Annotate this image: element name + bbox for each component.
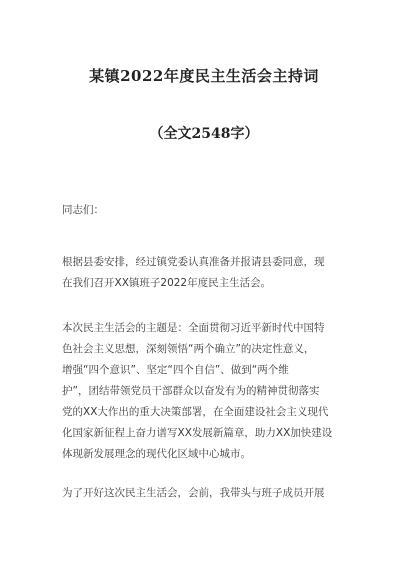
paragraph-line: 为了开好这次民主生活会，会前，我带头与班子成员开展 [62,487,325,499]
paragraph-1 [62,252,350,294]
paragraph-2 [62,318,350,465]
paragraph-3 [62,483,350,504]
paragraph-line: 增强“四个意识”、坚定“四个自信”、做到“两个维 [62,364,289,376]
paragraph-line: 体现新发展理念的现代化区域中心城市。 [62,448,251,460]
paragraph-line: 根据县委安排，经过镇党委认真准备并报请县委同意，现 [62,256,325,268]
paragraph-line: 党的XX大作出的重大决策部署，在全面建设社会主义现代 [62,406,329,418]
paragraph-line: 色社会主义思想，深刻领悟“两个确立”的决定性意义， [62,343,315,355]
greeting: 同志们： [62,204,104,216]
paragraph-line: 护”，团结带领党员干部群众以奋发有为的精神贯彻落实 [62,385,320,397]
paragraph-line: 化国家新征程上奋力谱写XX发展新篇章，助力XX加快建设 [62,427,333,439]
document-title: 某镇2022年度民主生活会主持词 [89,67,319,85]
document-subtitle: （全文2548字） [149,126,259,142]
paragraph-line: 在我们召开XX镇班子2022年度民主生活会。 [62,277,272,289]
paragraph-line: 本次民主生活会的主题是：全面贯彻习近平新时代中国特 [62,322,325,334]
